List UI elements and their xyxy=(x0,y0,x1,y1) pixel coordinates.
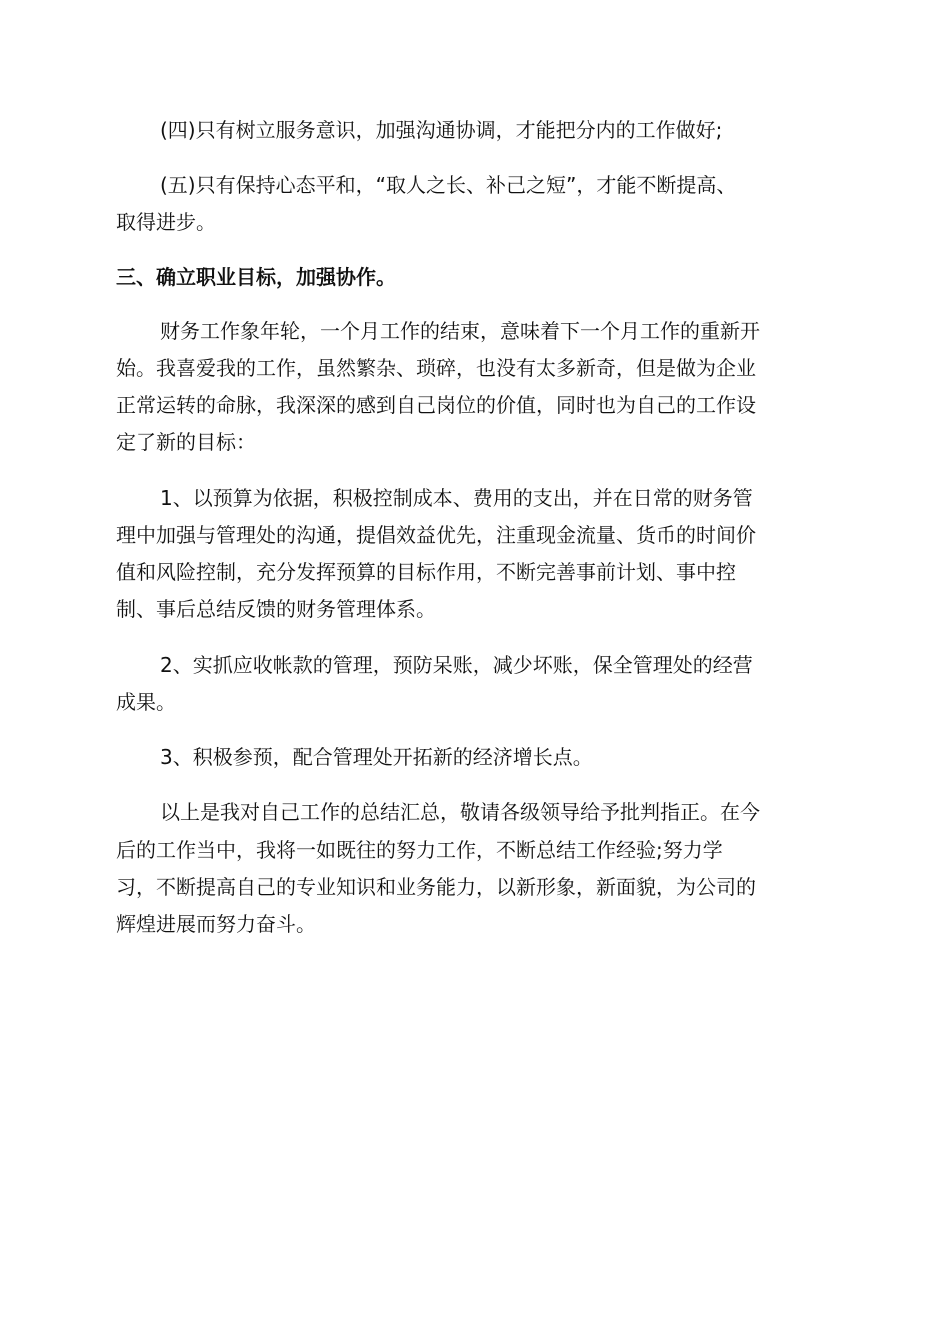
list-item-line: 1、以预算为依据，积极控制成本、费用的支出，并在日常的财务管 xyxy=(160,486,753,510)
paragraph-line: 习，不断提高自己的专业知识和业务能力，以新形象，新面貌，为公司的 xyxy=(116,875,756,899)
list-item-line: 成果。 xyxy=(116,690,176,714)
paragraph-line: (四)只有树立服务意识，加强沟通协调，才能把分内的工作做好; xyxy=(160,118,723,142)
list-item-line: 制、事后总结反馈的财务管理体系。 xyxy=(116,597,436,621)
paragraph-line: 后的工作当中，我将一如既往的努力工作，不断总结工作经验;努力学 xyxy=(116,838,723,862)
paragraph-line: 取得进步。 xyxy=(116,210,216,234)
list-item-line: 理中加强与管理处的沟通，提倡效益优先，注重现金流量、货币的时间价 xyxy=(116,523,756,547)
paragraph-line: (五)只有保持心态平和，“取人之长、补己之短”，才能不断提高、 xyxy=(160,173,737,197)
section-heading: 三、确立职业目标，加强协作。 xyxy=(116,265,396,289)
paragraph-line: 正常运转的命脉，我深深的感到自己岗位的价值，同时也为自己的工作设 xyxy=(116,393,756,417)
list-item-line: 2、实抓应收帐款的管理，预防呆账，减少坏账，保全管理处的经营 xyxy=(160,653,753,677)
paragraph-line: 定了新的目标： xyxy=(116,430,256,454)
paragraph-line: 财务工作象年轮，一个月工作的结束，意味着下一个月工作的重新开 xyxy=(160,319,760,343)
paragraph-line: 以上是我对自己工作的总结汇总，敬请各级领导给予批判指正。在今 xyxy=(160,800,760,824)
list-item-line: 3、积极参预，配合管理处开拓新的经济增长点。 xyxy=(160,745,593,769)
list-item-line: 值和风险控制，充分发挥预算的目标作用，不断完善事前计划、事中控 xyxy=(116,560,736,584)
paragraph-line: 始。我喜爱我的工作，虽然繁杂、琐碎，也没有太多新奇，但是做为企业 xyxy=(116,356,756,380)
paragraph-line: 辉煌进展而努力奋斗。 xyxy=(116,912,316,936)
